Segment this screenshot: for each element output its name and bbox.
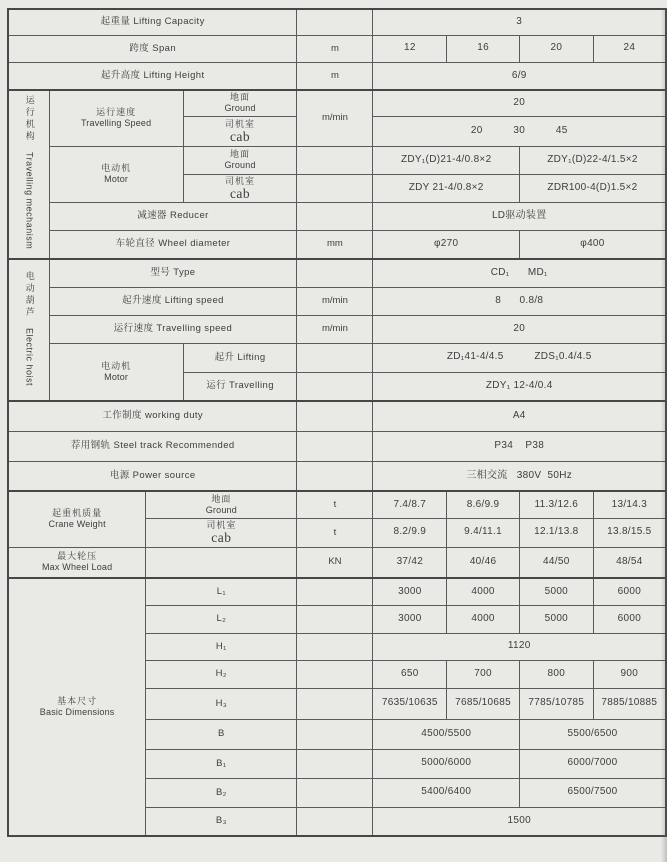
crane-weight-value: 13/14.3 [593, 491, 666, 518]
span-value: 20 [519, 35, 593, 62]
crane-weight-value: 13.8/15.5 [593, 518, 666, 547]
dim-l1-value: 4000 [447, 578, 520, 605]
power-source-value: 三相交流 380V 50Hz [373, 461, 666, 491]
dim-unit [297, 633, 373, 660]
dim-h2-value: 800 [519, 660, 593, 688]
dim-h2-value: 900 [593, 660, 666, 688]
dim-h3-label: H₃ [146, 688, 297, 719]
max-wheel-load-value: 44/50 [519, 547, 593, 578]
hoist-motor-label: 电动机 Motor [49, 343, 183, 401]
crane-weight-value: 8.6/9.9 [447, 491, 520, 518]
section-electric-hoist [8, 259, 49, 401]
lifting-height-value: 6/9 [373, 62, 666, 90]
span-value: 12 [373, 35, 447, 62]
dim-l1-value: 5000 [519, 578, 593, 605]
dim-b1-label: B₁ [146, 749, 297, 778]
motor-unit [297, 146, 373, 174]
working-duty-value: A4 [373, 401, 666, 431]
dim-h3-value: 7785/10785 [519, 688, 593, 719]
type-label: 型号 Type [49, 259, 297, 287]
reducer-value: LD驱动装置 [373, 202, 666, 230]
dim-b2-label: B₂ [146, 778, 297, 807]
wheel-diameter-value: φ270 [373, 230, 519, 259]
dim-b2-value: 6500/7500 [519, 778, 666, 807]
dim-b2-value: 5400/6400 [373, 778, 519, 807]
motor-ground-value: ZDY₁(D)22-4/1.5×2 [519, 146, 666, 174]
max-wheel-load-sub-empty [146, 547, 297, 578]
crane-weight-label: 起重机质量 Crane Weight [8, 491, 146, 547]
lifting-height-unit: m [297, 62, 373, 90]
basic-dimensions-label: 基本尺寸 Basic Dimensions [8, 578, 146, 836]
hoist-lifting-speed-unit: m/min [297, 287, 373, 315]
dim-unit [297, 578, 373, 605]
dim-h3-value: 7885/10885 [593, 688, 666, 719]
crane-weight-value: 12.1/13.8 [519, 518, 593, 547]
section-label-en: Travelling mechanism [24, 152, 35, 250]
section-travelling-mechanism [8, 90, 49, 259]
hoist-lifting-speed-value: 8 0.8/8 [373, 287, 666, 315]
travelling-speed-cab-value: 20 30 45 [373, 116, 666, 146]
max-wheel-load-unit: KN [297, 547, 373, 578]
working-duty-unit [297, 401, 373, 431]
dim-b-value: 5500/6500 [519, 719, 666, 749]
crane-weight-value: 11.3/12.6 [519, 491, 593, 518]
section-label-en: Electric hoist [24, 327, 35, 386]
crane-weight-unit: t [297, 518, 373, 547]
ground-label: 地面 Ground [183, 90, 297, 116]
dim-l2-value: 3000 [373, 605, 447, 633]
dim-h2-value: 650 [373, 660, 447, 688]
dim-l2-value: 4000 [447, 605, 520, 633]
hoist-motor-travelling-label: 运行 Travelling [183, 372, 297, 401]
spec-table [7, 8, 667, 837]
hoist-travelling-speed-value: 20 [373, 315, 666, 343]
crane-weight-unit: t [297, 491, 373, 518]
max-wheel-load-label: 最大轮压 Max Wheel Load [8, 547, 146, 578]
dim-unit [297, 688, 373, 719]
type-value: CD₁ MD₁ [373, 259, 666, 287]
dim-unit [297, 605, 373, 633]
hoist-motor-travelling-value: ZDY₁ 12-4/0.4 [373, 372, 666, 401]
hoist-lifting-speed-label: 起升速度 Lifting speed [49, 287, 297, 315]
dim-b3-value: 1500 [373, 807, 666, 836]
reducer-label: 减速器 Reducer [49, 202, 297, 230]
dim-l2-value: 5000 [519, 605, 593, 633]
dim-b3-label: B₃ [146, 807, 297, 836]
span-label: 跨度 Span [8, 35, 297, 62]
dim-b1-value: 5000/6000 [373, 749, 519, 778]
crane-weight-value: 9.4/11.1 [447, 518, 520, 547]
max-wheel-load-value: 37/42 [373, 547, 447, 578]
dim-h3-value: 7685/10685 [447, 688, 520, 719]
dim-l1-value: 3000 [373, 578, 447, 605]
hoist-motor-lifting-value: ZD₁41-4/4.5 ZDS₁0.4/4.5 [373, 343, 666, 372]
crane-weight-value: 7.4/8.7 [373, 491, 447, 518]
dim-l2-label: L₂ [146, 605, 297, 633]
dim-l2-value: 6000 [593, 605, 666, 633]
dim-h1-value: 1120 [373, 633, 666, 660]
dim-b-value: 4500/5500 [373, 719, 519, 749]
dim-h2-label: H₂ [146, 660, 297, 688]
crane-weight-value: 8.2/9.9 [373, 518, 447, 547]
travelling-speed-unit: m/min [297, 90, 373, 146]
max-wheel-load-value: 48/54 [593, 547, 666, 578]
section-label-zh: 运行机构 [24, 95, 35, 144]
cab-label: 司机室 cab [146, 518, 297, 547]
hoist-motor-unit [297, 372, 373, 401]
dim-h2-value: 700 [447, 660, 520, 688]
dim-unit [297, 660, 373, 688]
steel-track-value: P34 P38 [373, 431, 666, 461]
type-unit [297, 259, 373, 287]
ground-label: 地面 Ground [146, 491, 297, 518]
dim-unit [297, 749, 373, 778]
motor-cab-value: ZDY 21-4/0.8×2 [373, 174, 519, 202]
wheel-diameter-value: φ400 [519, 230, 666, 259]
reducer-unit [297, 202, 373, 230]
span-unit: m [297, 35, 373, 62]
dim-unit [297, 719, 373, 749]
hoist-motor-unit [297, 343, 373, 372]
cab-label: 司机室 cab [183, 174, 297, 202]
steel-track-label: 荐用钢轨 Steel track Recommended [8, 431, 297, 461]
span-value: 16 [447, 35, 520, 62]
span-value: 24 [593, 35, 666, 62]
travelling-speed-label: 运行速度 Travelling Speed [49, 90, 183, 146]
lifting-capacity-unit [297, 9, 373, 35]
travelling-speed-ground-value: 20 [373, 90, 666, 116]
dim-b1-value: 6000/7000 [519, 749, 666, 778]
motor-label: 电动机 Motor [49, 146, 183, 202]
lifting-capacity-value: 3 [373, 9, 666, 35]
hoist-motor-lifting-label: 起升 Lifting [183, 343, 297, 372]
motor-unit [297, 174, 373, 202]
dim-h3-value: 7635/10635 [373, 688, 447, 719]
power-source-unit [297, 461, 373, 491]
section-label-zh: 电动葫芦 [24, 270, 35, 319]
power-source-label: 电源 Power source [8, 461, 297, 491]
hoist-travelling-speed-unit: m/min [297, 315, 373, 343]
lifting-capacity-label: 起重量 Lifting Capacity [8, 9, 297, 35]
dim-h1-label: H₁ [146, 633, 297, 660]
cab-label: 司机室 cab [183, 116, 297, 146]
motor-cab-value: ZDR100-4(D)1.5×2 [519, 174, 666, 202]
wheel-diameter-label: 车轮直径 Wheel diameter [49, 230, 297, 259]
dim-b-label: B [146, 719, 297, 749]
steel-track-unit [297, 431, 373, 461]
ground-label: 地面 Ground [183, 146, 297, 174]
max-wheel-load-value: 40/46 [447, 547, 520, 578]
hoist-travelling-speed-label: 运行速度 Travelling speed [49, 315, 297, 343]
dim-l1-value: 6000 [593, 578, 666, 605]
wheel-diameter-unit: mm [297, 230, 373, 259]
motor-ground-value: ZDY₁(D)21-4/0.8×2 [373, 146, 519, 174]
dim-l1-label: L₁ [146, 578, 297, 605]
working-duty-label: 工作制度 working duty [8, 401, 297, 431]
dim-unit [297, 778, 373, 807]
dim-unit [297, 807, 373, 836]
lifting-height-label: 起升高度 Lifting Height [8, 62, 297, 90]
